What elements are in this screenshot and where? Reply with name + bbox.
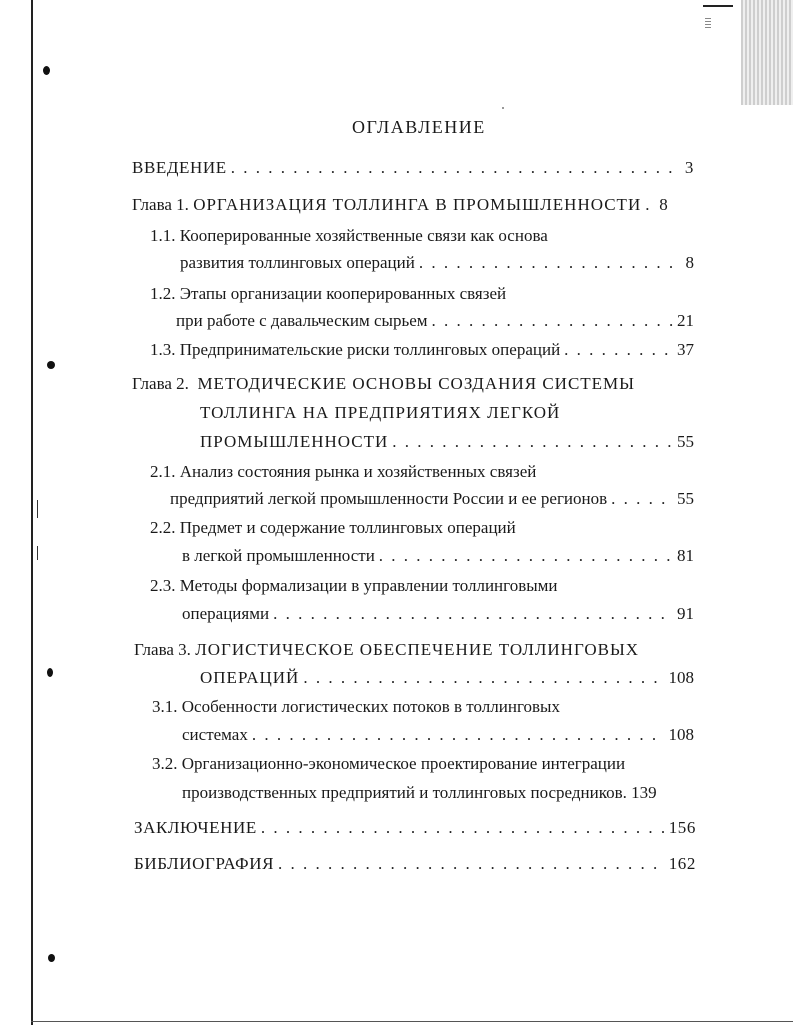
toc-entry-conclusion[interactable] (134, 818, 696, 838)
binding-hole-mark (47, 668, 53, 677)
section-title-cont: предприятий легкой промышленности России и ее регионов (170, 489, 608, 508)
section-number: 2.3. (150, 576, 176, 595)
toc-entry-section-1-2-cont[interactable] (176, 311, 694, 331)
toc-entry-chapter-2[interactable] (132, 374, 635, 394)
toc-entry-label: БИБЛИОГРАФИЯ (134, 854, 275, 873)
chapter-title-cont: ОПЕРАЦИЙ (200, 668, 300, 687)
toc-page-number: 37 (677, 340, 694, 359)
toc-entry-section-3-2-cont[interactable] (182, 783, 696, 803)
toc-page-number: 91 (677, 604, 694, 623)
section-title: Анализ состояния рынка и хозяйственных связей (179, 462, 537, 481)
toc-entry-section-1-1[interactable] (150, 226, 548, 246)
leader-dots (645, 195, 655, 215)
leader-dots (379, 546, 673, 566)
leader-dots (278, 854, 665, 874)
chapter-heading: Глава 3. (134, 640, 191, 659)
section-title-cont: производственных предприятий и толлинговых посредников. (182, 783, 627, 802)
section-title: Этапы организации кооперированных связей (179, 284, 507, 303)
toc-entry-section-2-2-cont[interactable] (182, 546, 694, 566)
section-title: Кооперированные хозяйственные связи как основа (179, 226, 548, 245)
toc-entry-chapter-1[interactable] (132, 195, 694, 215)
scan-corner-line (703, 5, 733, 7)
section-title: Предмет и содержание толлинговых операций (179, 518, 516, 537)
toc-entry-section-3-1-cont[interactable] (182, 725, 694, 745)
toc-page-number: 55 (677, 432, 694, 451)
section-number: 1.2. (150, 284, 176, 303)
scan-corner-noise (741, 0, 793, 105)
toc-page-number: 139 (631, 783, 657, 802)
toc-title: ОГЛАВЛЕНИЕ (352, 117, 486, 137)
toc-entry-section-1-3[interactable] (150, 340, 694, 360)
leader-dots (564, 340, 673, 360)
chapter-title: ЛОГИСТИЧЕСКОЕ ОБЕСПЕЧЕНИЕ ТОЛЛИНГОВЫХ (195, 640, 640, 659)
leader-dots (303, 668, 664, 688)
chapter-title-cont: ТОЛЛИНГА НА ПРЕДПРИЯТИЯХ ЛЕГКОЙ (200, 403, 561, 422)
scan-corner-mark (705, 18, 711, 28)
section-title: Особенности логистических потоков в толлинговых (181, 697, 560, 716)
toc-entry-bibliography[interactable] (134, 854, 696, 874)
toc-page-number: 162 (668, 854, 696, 873)
toc-entry-chapter-2-cont[interactable] (200, 432, 694, 452)
leader-dots (231, 158, 681, 178)
leader-dots (611, 489, 673, 509)
toc-entry-section-3-2[interactable] (152, 754, 625, 774)
toc-entry-chapter-3-cont[interactable] (200, 668, 694, 688)
section-title: Методы формализации в управлении толлинговыми (179, 576, 558, 595)
section-number: 2.2. (150, 518, 176, 537)
scan-bottom-edge (31, 1021, 793, 1022)
toc-entry-section-1-2[interactable] (150, 284, 506, 304)
toc-page-number: 156 (668, 818, 696, 837)
toc-entry-section-1-1-cont[interactable] (180, 253, 694, 273)
section-title-cont: операциями (182, 604, 270, 623)
toc-entry-section-2-3[interactable] (150, 576, 558, 596)
leader-dots (261, 818, 665, 838)
toc-entry-intro[interactable] (132, 158, 694, 178)
leader-dots (252, 725, 665, 745)
chapter-title: МЕТОДИЧЕСКИЕ ОСНОВЫ СОЗДАНИЯ СИСТЕМЫ (197, 374, 635, 393)
section-number: 1.3. (150, 340, 176, 359)
section-number: 3.1. (152, 697, 178, 716)
binding-hole-mark (48, 954, 55, 962)
toc-entry-section-3-1[interactable] (152, 697, 560, 717)
toc-page-number: 8 (685, 253, 694, 272)
toc-page-number: 3 (684, 158, 694, 177)
binding-hole-mark (47, 361, 55, 369)
toc-page-number: 81 (677, 546, 694, 565)
scan-left-edge (31, 0, 33, 1025)
section-title-cont: развития толлинговых операций (180, 253, 415, 272)
toc-page-number: 8 (659, 195, 668, 214)
scan-speck (37, 546, 38, 560)
toc-entry-section-2-2[interactable] (150, 518, 516, 538)
binding-hole-mark (43, 66, 50, 75)
toc-entry-section-2-3-cont[interactable] (182, 604, 694, 624)
section-title-cont: системах (182, 725, 248, 744)
scan-speck (502, 107, 504, 109)
toc-page-number: 108 (668, 668, 694, 687)
toc-page-number: 108 (668, 725, 694, 744)
toc-entry-label: ВВЕДЕНИЕ (132, 158, 227, 177)
section-title-cont: при работе с давальческим сырьем (176, 311, 428, 330)
toc-entry-chapter-3[interactable] (134, 640, 639, 660)
chapter-heading: Глава 1. (132, 195, 189, 214)
toc-page-number: 21 (677, 311, 694, 330)
chapter-heading: Глава 2. (132, 374, 189, 393)
scan-speck (37, 500, 38, 518)
leader-dots (273, 604, 673, 624)
leader-dots (419, 253, 682, 273)
section-number: 1.1. (150, 226, 176, 245)
chapter-title: ОРГАНИЗАЦИЯ ТОЛЛИНГА В ПРОМЫШЛЕННОСТИ (193, 195, 642, 214)
leader-dots (432, 311, 673, 331)
section-number: 3.2. (152, 754, 178, 773)
section-title-cont: в легкой промышленности (182, 546, 375, 565)
section-number: 2.1. (150, 462, 176, 481)
toc-entry-section-2-1[interactable] (150, 462, 536, 482)
toc-entry-section-2-1-cont[interactable] (170, 489, 694, 509)
toc-page-number: 55 (677, 489, 694, 508)
chapter-title-cont: ПРОМЫШЛЕННОСТИ (200, 432, 389, 451)
toc-entry-label: ЗАКЛЮЧЕНИЕ (134, 818, 257, 837)
leader-dots (392, 432, 673, 452)
section-title: Предпринимательские риски толлинговых операций (179, 340, 561, 359)
section-title: Организационно-экономическое проектирование интеграции (181, 754, 626, 773)
